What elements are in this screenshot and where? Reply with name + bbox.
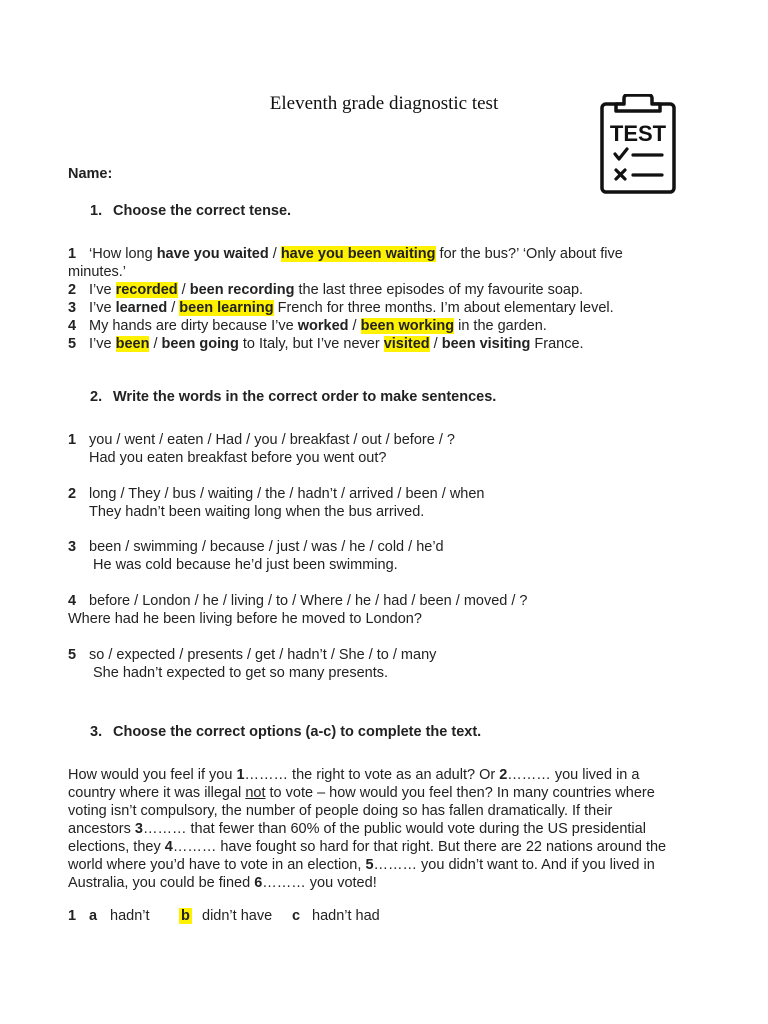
option-text-b: didn’t have	[202, 908, 273, 924]
option-one: have you waited	[156, 246, 269, 262]
section-1-item-1: 1 ‘How long have you waited / have you been waiting for the bus?’ ‘Only about five minutes.’	[68, 246, 623, 280]
option-one-highlighted: recorded	[115, 282, 178, 298]
answer-sentence: They hadn’t been waiting long when the bus arrived.	[89, 504, 425, 520]
gap-blank: ………	[142, 821, 187, 837]
underlined-word: not	[245, 785, 266, 801]
option-two-highlighted: have you been waiting	[280, 246, 436, 262]
section-1-heading	[90, 203, 291, 219]
item-number: 2	[68, 486, 77, 502]
section-heading-text: Choose the correct tense.	[113, 203, 292, 219]
option-one: worked	[297, 318, 349, 334]
option-one-highlighted: been	[115, 336, 150, 352]
gap-number: 6	[254, 875, 263, 891]
gap-number: 1	[236, 767, 245, 783]
item-number: 1	[68, 246, 77, 262]
item-number: 3	[68, 300, 77, 316]
test-clipboard-icon	[598, 94, 680, 202]
answer-sentence: Where had he been living before he moved to London?	[68, 611, 422, 627]
item-number: 4	[68, 318, 77, 334]
section-3-heading	[90, 724, 481, 740]
cloze-paragraph: How would you feel if you 1……… the right to vote as an adult? Or 2……… you lived in a country where it was illegal not to vote – how would you feel then? In many countries where voting isn’t compulsory, the number of people doing so has fallen dramatically. If their ancestors 3……… that fewer than 60% of the public would vote during the US presidential elections, they 4……… have fought so hard for that right. But there are 22 nations around the world where you’d have to vote in an election, 5……… you didn’t want to. And if you lived in Australia, you could be fined 6……… you voted!	[68, 767, 667, 891]
section-2-item-3	[68, 538, 698, 574]
option-text-c: hadn’t had	[312, 908, 380, 924]
section-number: 1.	[90, 203, 103, 219]
option-four: been visiting	[441, 336, 531, 352]
section-1-item-5: 5 I’ve been / been going to Italy, but I’ve never visited / been visiting France.	[68, 336, 584, 352]
option-two-highlighted: been learning	[179, 300, 274, 316]
option-two-highlighted: been working	[360, 318, 455, 334]
scrambled-words: so / expected / presents / get / hadn’t / She / to / many	[89, 647, 437, 663]
option-letter-b-highlighted: b	[181, 908, 190, 924]
section-1-item-3: 3 I’ve learned / been learning French for three months. I’m about elementary level.	[68, 300, 614, 316]
answer-sentence: She hadn’t expected to get so many presents.	[93, 665, 389, 681]
section-heading-text: Write the words in the correct order to make sentences.	[113, 389, 497, 405]
section-2-item-1	[68, 431, 698, 467]
option-letter-c: c	[292, 908, 301, 924]
gap-blank: ………	[373, 857, 418, 873]
section-2-item-4	[68, 592, 698, 628]
gap-blank: ………	[507, 767, 551, 783]
name-label: Name:	[68, 166, 113, 182]
answer-sentence: Had you eaten breakfast before you went out?	[89, 450, 387, 466]
section-number: 2.	[90, 389, 103, 405]
scrambled-words: been / swimming / because / just / was / he / cold / he’d	[89, 539, 444, 555]
section-heading-text: Choose the correct options (a-c) to complete the text.	[113, 724, 482, 740]
section-2-heading	[90, 389, 496, 405]
gap-blank: ………	[172, 839, 217, 855]
section-number: 3.	[90, 724, 103, 740]
gap-number: 2	[499, 767, 508, 783]
item-number: 5	[68, 336, 77, 352]
option-text-a: hadn’t	[110, 908, 150, 924]
section-2-item-5	[68, 646, 698, 682]
scrambled-words: you / went / eaten / Had / you / breakfast / out / before / ?	[89, 432, 455, 448]
gap-blank: ………	[262, 875, 306, 891]
gap-number: 5	[365, 857, 374, 873]
option-one: learned	[115, 300, 168, 316]
item-number: 3	[68, 539, 77, 555]
answer-sentence: He was cold because he’d just been swimming.	[93, 557, 398, 573]
page-title: Eleventh grade diagnostic test	[269, 93, 499, 114]
item-number: 5	[68, 647, 77, 663]
option-row-number: 1	[68, 908, 77, 924]
section-1-item-2: 2 I’ve recorded / been recording the last three episodes of my favourite soap.	[68, 282, 584, 298]
item-number: 2	[68, 282, 77, 298]
option-two: been going	[161, 336, 239, 352]
gap-blank: ………	[244, 767, 289, 783]
section-1-item-4: 4 My hands are dirty because I’ve worked / been working in the garden.	[68, 318, 547, 334]
logo-text: TEST	[609, 121, 667, 146]
option-three-highlighted: visited	[383, 336, 430, 352]
item-number: 1	[68, 432, 77, 448]
section-2-item-2	[68, 485, 698, 521]
option-two: been recording	[189, 282, 295, 298]
gap-number: 4	[164, 839, 173, 855]
option-letter-a: a	[89, 908, 98, 924]
scrambled-words: before / London / he / living / to / Where / he / had / been / moved / ?	[89, 593, 528, 609]
gap-number: 3	[134, 821, 143, 837]
scrambled-words: long / They / bus / waiting / the / hadn’t / arrived / been / when	[89, 486, 485, 502]
item-number: 4	[68, 593, 77, 609]
